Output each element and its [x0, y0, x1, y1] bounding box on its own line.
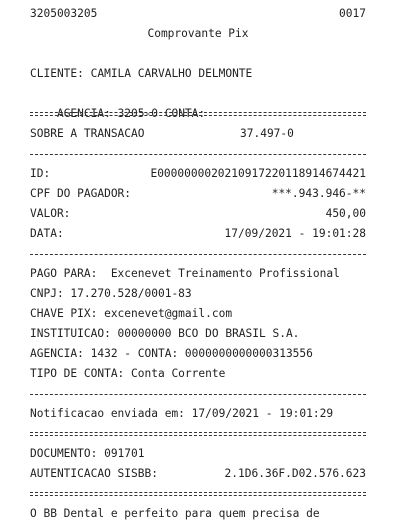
double-divider: [30, 484, 366, 504]
transaction-id-value: E0000000020210917220118914674421: [150, 167, 366, 180]
receipt-title: Comprovante Pix: [147, 27, 249, 40]
payer-cpf-value: ***.943.946-**: [271, 187, 366, 200]
amount-row: [30, 204, 366, 224]
client-account-number: 37.497-0: [240, 127, 294, 140]
receipt-header: [30, 4, 366, 24]
transaction-id-label: ID:: [30, 167, 51, 180]
divider: [30, 244, 366, 264]
payee-cnpj: CNPJ: 17.270.528/0001-83: [30, 287, 192, 300]
document-number: DOCUMENTO: 091701: [30, 447, 145, 460]
client-name: CLIENTE: CAMILA CARVALHO DELMONTE: [30, 67, 253, 80]
payee-agency-account: AGENCIA: 1432 - CONTA: 0000000000000313556: [30, 347, 313, 360]
agency-code: 3205003205: [30, 7, 98, 20]
payee-account-type: TIPO DE CONTA: Conta Corrente: [30, 367, 226, 380]
double-divider: [30, 104, 366, 124]
double-divider: [30, 424, 366, 444]
date-row: [30, 224, 366, 244]
divider: [30, 144, 366, 164]
client-agency-label: AGENCIA: 3205-0 CONTA:: [56, 107, 206, 120]
divider: [30, 384, 366, 404]
date-value: 17/09/2021 - 19:01:28: [224, 227, 366, 240]
sequence-number: 0017: [339, 7, 366, 20]
payee-name: PAGO PARA: Excenevet Treinamento Profissional: [30, 267, 340, 280]
payee-institution: INSTITUICAO: 00000000 BCO DO BRASIL S.A.: [30, 327, 300, 340]
amount-value: 450,00: [325, 207, 366, 220]
transaction-id-row: [30, 164, 366, 184]
notification-sent: Notificacao enviada em: 17/09/2021 - 19:01:29: [30, 407, 334, 420]
payee-pix-key: CHAVE PIX: excenevet@gmail.com: [30, 307, 233, 320]
date-label: DATA:: [30, 227, 64, 240]
section-title-transaction: SOBRE A TRANSACAO: [30, 127, 145, 140]
payer-cpf-label: CPF DO PAGADOR:: [30, 187, 132, 200]
amount-label: VALOR:: [30, 207, 71, 220]
payer-cpf-row: [30, 184, 366, 204]
footer-promo-text: O BB Dental e perfeito para quem precisa de: [30, 507, 320, 520]
authentication-value: 2.1D6.36F.D02.576.623: [224, 467, 366, 480]
authentication-label: AUTENTICACAO SISBB:: [30, 467, 158, 480]
authentication-row: [30, 464, 366, 484]
